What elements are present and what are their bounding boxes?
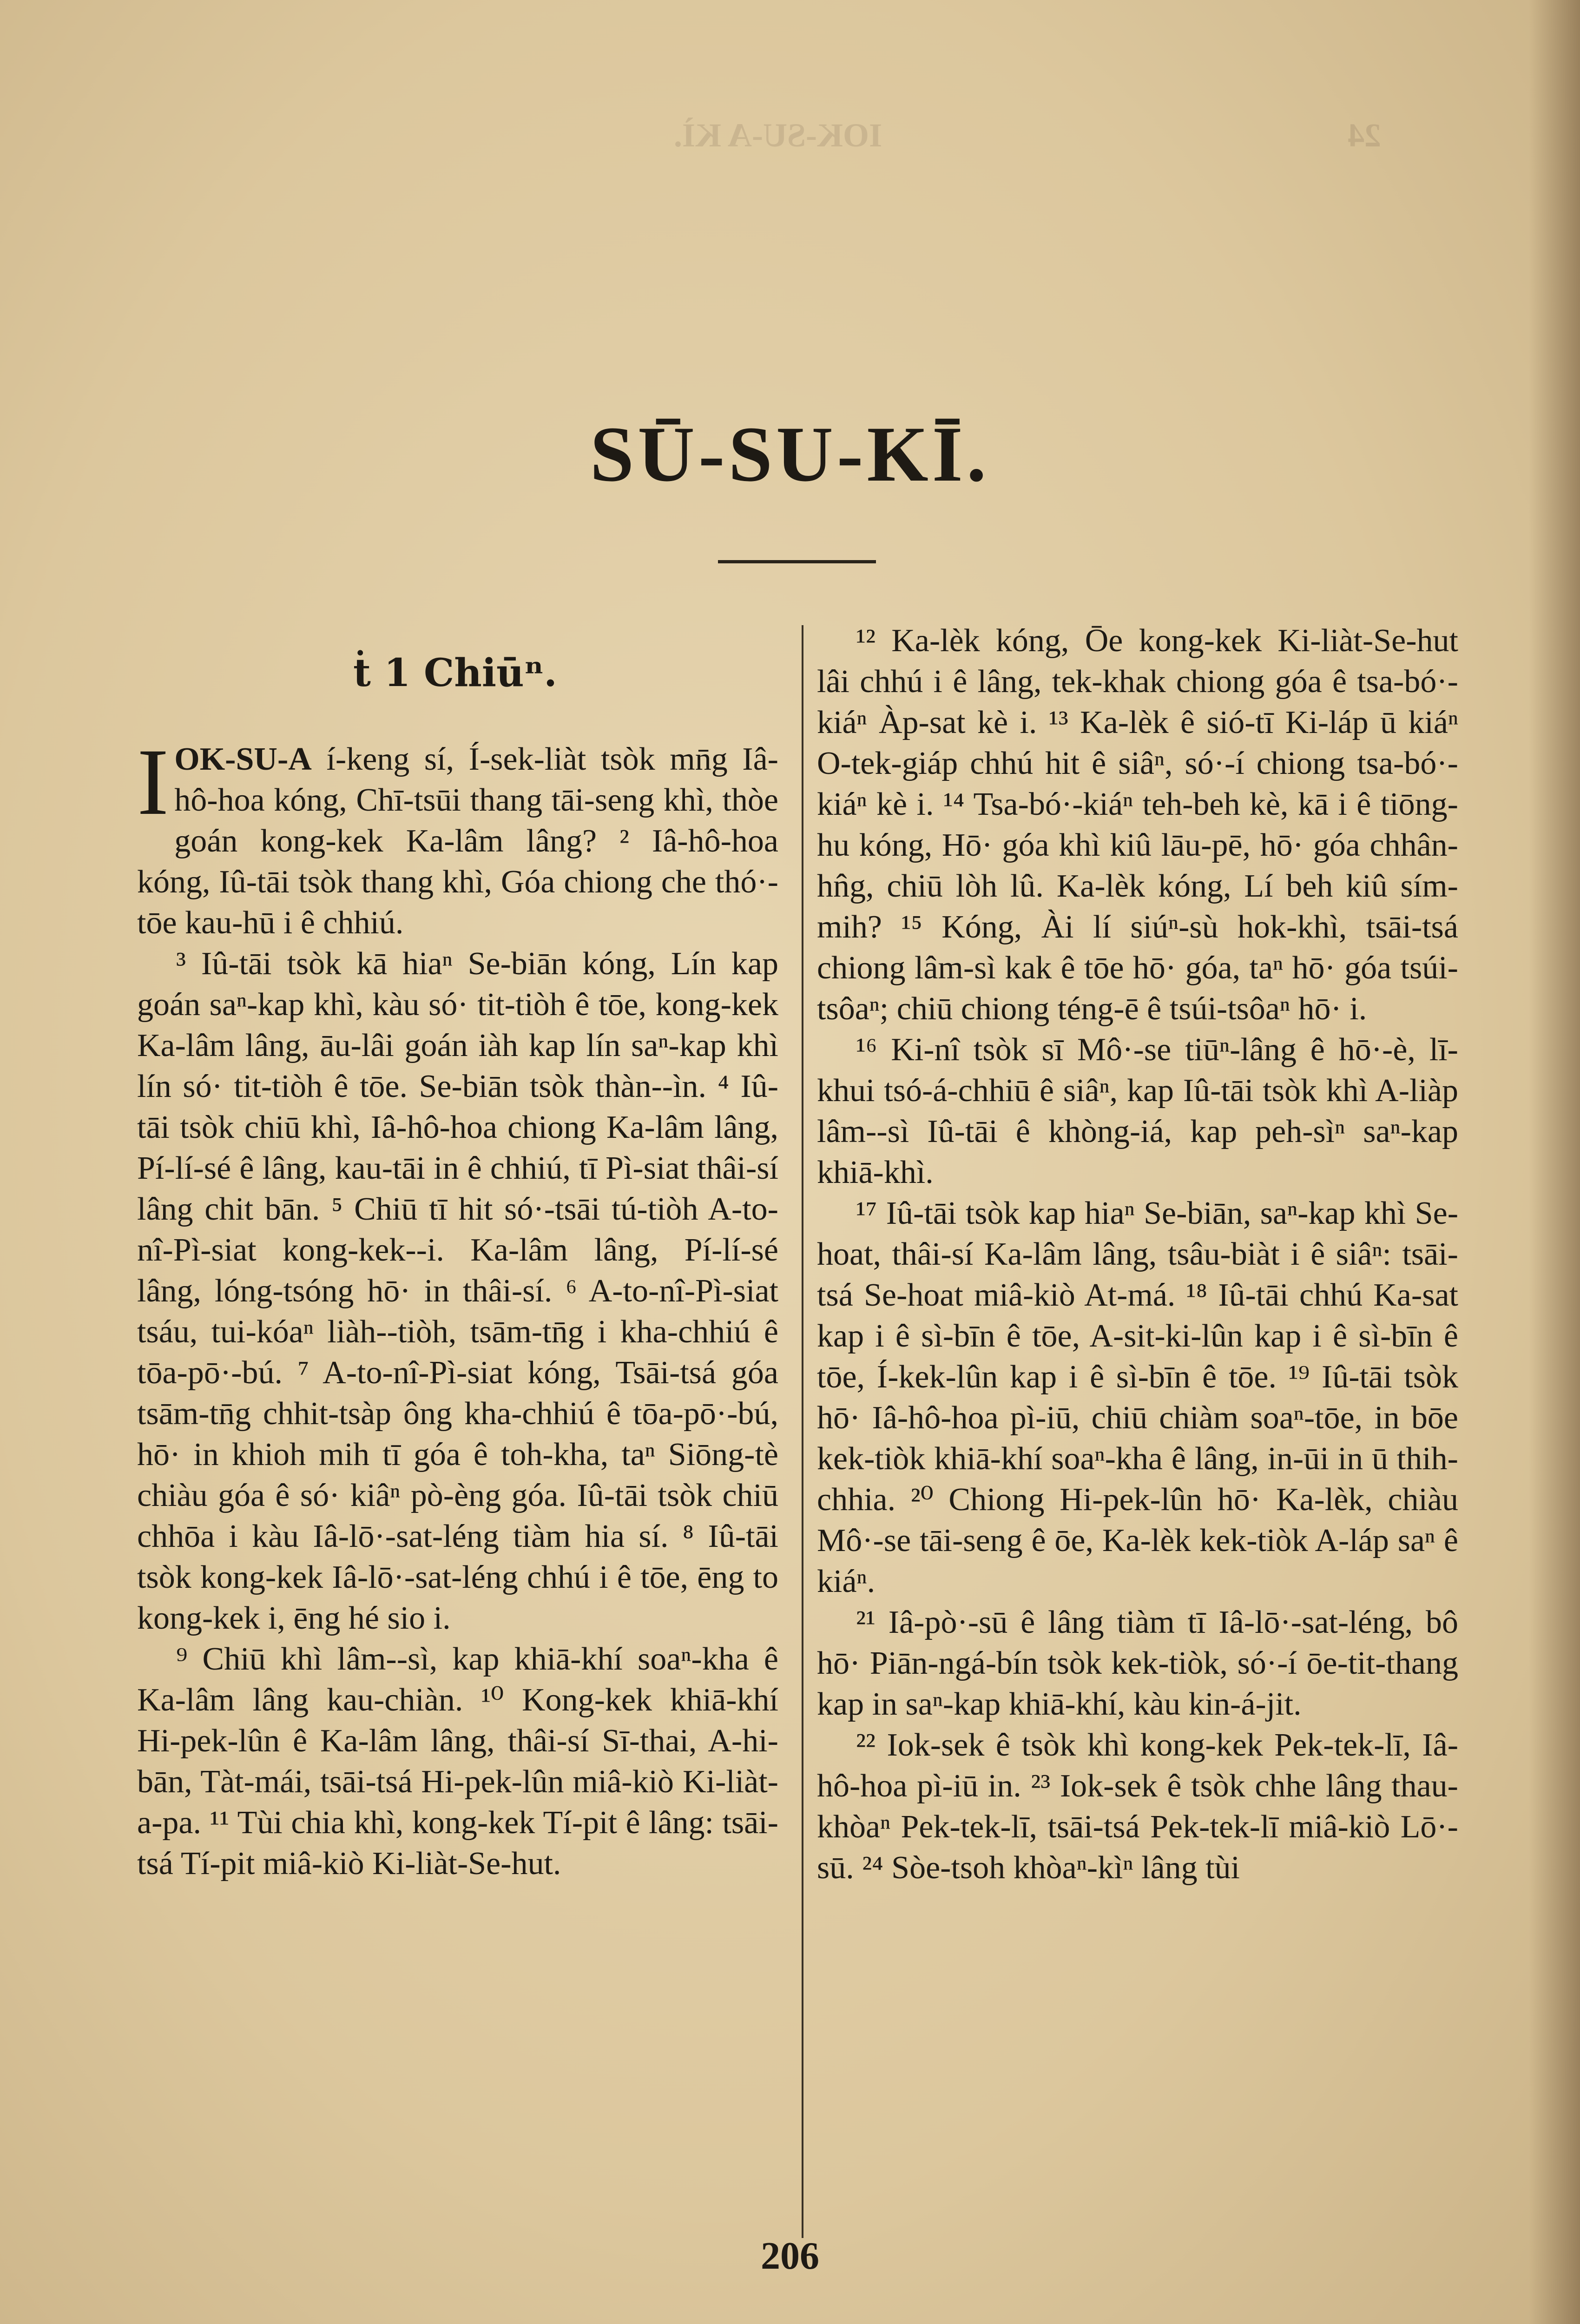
right-column — [817, 621, 1458, 1888]
title-rule — [718, 560, 876, 563]
lead-word: OK-SU-A — [174, 741, 312, 777]
right-paragraph-5: ²² Iok-sek ê tsòk khì kong-kek Pek-tek-lī, Iâ-hô-hoa pì-iū in. ²³ Iok-sek ê tsòk chhe lâng thau-khòaⁿ Pek-tek-lī, tsāi-tsá Pek-tek-lī miâ-kiò Lō·-sū. ²⁴ Sòe-tsoh khòaⁿ-kìⁿ lâng tùi — [817, 1727, 1458, 1886]
left-column — [137, 729, 778, 1884]
bleed-through-header-right: 24 — [1348, 117, 1381, 154]
drop-cap: I — [137, 729, 169, 835]
left-paragraph-2: ³ Iû-tāi tsòk kā hiaⁿ Se-biān kóng, Lín kap goán saⁿ-kap khì, kàu só· tit-tiòh ê tōe, kong-kek Ka-lâm lâng, āu-lâi goán iàh kap lín saⁿ-kap khì lín só· tit-tiòh ê tōe. Se-biān tsòk thàn--ìn. ⁴ Iû-tāi tsòk chiū khì, Iâ-hô-hoa chiong Ka-lâm lâng, Pí-lí-sé ê lâng, kau-tāi in ê chhiú, tī Pì-siat thâi-sí lâng chit bān. ⁵ Chiū tī hit só·-tsāi tú-tiòh A-to-nî-Pì-siat kong-kek--i. Ka-lâm lâng, Pí-lí-sé lâng, lóng-tsóng hō· in thâi-sí. ⁶ A-to-nî-Pì-siat tsáu, tui-kóaⁿ liàh--tiòh, tsām-tn̄g i kha-chhiú ê tōa-pō·-bú. ⁷ A-to-nî-Pì-siat kóng, Tsāi-tsá góa tsām-tn̄g chhit-tsàp ông kha-chhiú ê tōa-pō·-bú, hō· in khioh mih tī góa ê toh-kha, taⁿ Siōng-tè chiàu góa ê só· kiâⁿ pò-èng góa. Iû-tāi tsòk chiū chhōa i kàu Iâ-lō·-sat-léng tiàm hia sí. ⁸ Iû-tāi tsòk kong-kek Iâ-lō·-sat-léng chhú i ê tōe, ēng to kong-kek i, ēng hé sio i. — [137, 946, 778, 1636]
right-paragraph-4: ²¹ Iâ-pò·-sū ê lâng tiàm tī Iâ-lō·-sat-léng, bô hō· Piān-ngá-bín tsòk kek-tiòk, só·-í ōe-tit-thang kap in saⁿ-kap khiā-khí, kàu kin-á-jit. — [817, 1604, 1458, 1722]
bleed-through-header-left: IOK-SU-A KÌ. — [674, 117, 882, 154]
chapter-heading: ṫ 1 Chiūⁿ. — [353, 651, 557, 695]
right-paragraph-1: ¹² Ka-lèk kóng, Ōe kong-kek Ki-liàt-Se-hut lâi chhú i ê lâng, tek-khak chiong góa ê tsa-bó·-kiáⁿ Àp-sat kè i. ¹³ Ka-lèk ê sió-tī Ki-láp ū kiáⁿ O-tek-giáp chhú hit ê siâⁿ, só·-í chiong tsa-bó·-kiáⁿ kè i. ¹⁴ Tsa-bó·-kiáⁿ teh-beh kè, kā i ê tiōng-hu kóng, Hō· góa khì kiû lāu-pē, hō· góa chhân-hn̂g, chiū lòh lû. Ka-lèk kóng, Lí beh kiû sím-mih? ¹⁵ Kóng, Ài lí siúⁿ-sù hok-khì, tsāi-tsá chiong lâm-sì kak ê tōe hō· góa, taⁿ hō· góa tsúi-tsôaⁿ; chiū chiong téng-ē ê tsúi-tsôaⁿ hō· i. — [817, 623, 1458, 1027]
column-divider — [802, 625, 803, 2238]
page-number: 206 — [761, 2234, 819, 2278]
left-paragraph-1-text: í-keng sí, Í-sek-liàt tsòk mn̄g Iâ-hô-hoa kóng, Chī-tsūi thang tāi-seng khì, thòe goán kong-kek Ka-lâm lâng? ² Iâ-hô-hoa kóng, Iû-tāi tsòk thang khì, Góa chiong che thó·-tōe kau-hū i ê chhiú. — [137, 741, 778, 941]
right-paragraph-3: ¹⁷ Iû-tāi tsòk kap hiaⁿ Se-biān, saⁿ-kap khì Se-hoat, thâi-sí Ka-lâm lâng, tsâu-biàt i ê siâⁿ: tsāi-tsá Se-hoat miâ-kiò At-má. ¹⁸ Iû-tāi chhú Ka-sat kap i ê sì-bīn ê tōe, A-sit-ki-lûn kap i ê sì-bīn ê tōe, Í-kek-lûn kap i ê sì-bīn ê tōe. ¹⁹ Iû-tāi tsòk hō· Iâ-hô-hoa pì-iū, chiū chiàm soaⁿ-tōe, in bōe kek-tiòk khiā-khí soaⁿ-kha ê lâng, in-ūi in ū thih-chhia. ²⁰ Chiong Hi-pek-lûn hō· Ka-lèk, chiàu Mô·-se tāi-seng ê ōe, Ka-lèk kek-tiòk A-láp saⁿ ê kiáⁿ. — [817, 1195, 1458, 1599]
left-paragraph-1 — [137, 729, 778, 944]
left-paragraph-3: ⁹ Chiū khì lâm--sì, kap khiā-khí soaⁿ-kha ê Ka-lâm lâng kau-chiàn. ¹⁰ Kong-kek khiā-khí Hi-pek-lûn ê Ka-lâm lâng, thâi-sí Sī-thai, A-hi-bān, Tàt-mái, tsāi-tsá Hi-pek-lûn miâ-kiò Ki-liàt-a-pa. ¹¹ Tùi chia khì, kong-kek Tí-pit ê lâng: tsāi-tsá Tí-pit miâ-kiò Ki-liàt-Se-hut. — [137, 1641, 778, 1882]
book-title: SŪ-SU-KĪ. — [590, 410, 990, 498]
right-paragraph-2: ¹⁶ Ki-nî tsòk sī Mô·-se tiūⁿ-lâng ê hō·-è, lī-khui tsó-á-chhiū ê siâⁿ, kap Iû-tāi tsòk khì A-liàp lâm--sì Iû-tāi ê khòng-iá, kap peh-sìⁿ saⁿ-kap khiā-khì. — [817, 1032, 1458, 1190]
